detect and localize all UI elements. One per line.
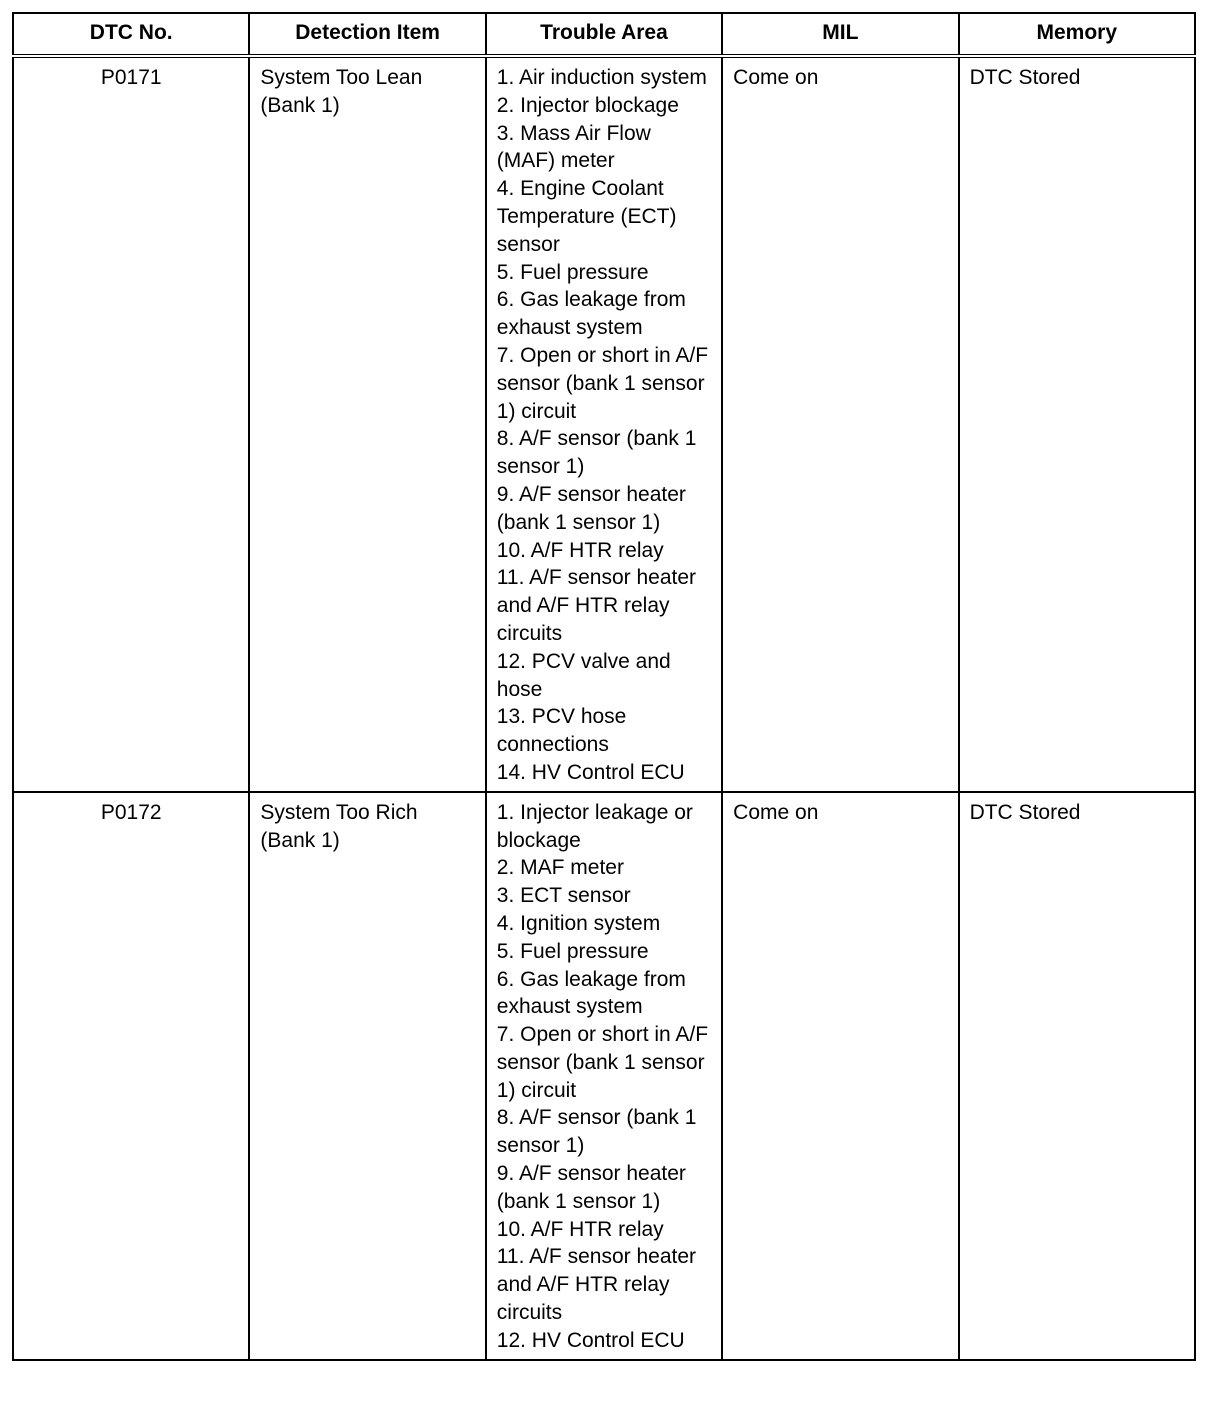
trouble-area-item: 12. HV Control ECU: [496, 1328, 685, 1352]
memory-cell: DTC Stored: [959, 56, 1195, 792]
trouble-area-item: 10. A/F HTR relay: [496, 1217, 664, 1241]
trouble-area-item: 5. Fuel pressure: [496, 939, 649, 963]
trouble-area-item: 13. PCV hose connections: [496, 705, 627, 757]
trouble-area-item: 5. Fuel pressure: [496, 260, 649, 284]
trouble-area-item: 10. A/F HTR relay: [496, 538, 664, 562]
dtc-code-cell: P0172: [13, 792, 249, 1360]
mil-cell: Come on: [722, 792, 958, 1360]
trouble-area-item: 6. Gas leakage from exhaust system: [496, 967, 686, 1019]
detection-item-cell: System Too Rich (Bank 1): [249, 792, 485, 1360]
trouble-area-item: 12. PCV valve and hose: [496, 649, 671, 701]
trouble-area-item: 7. Open or short in A/F sensor (bank 1 sensor 1) circuit: [496, 343, 709, 423]
memory-cell: DTC Stored: [959, 792, 1195, 1360]
trouble-area-list: [497, 64, 713, 787]
header-trouble-area: Trouble Area: [486, 13, 722, 56]
trouble-area-item: 14. HV Control ECU: [496, 760, 685, 784]
trouble-area-item: 9. A/F sensor heater (bank 1 sensor 1): [496, 1162, 686, 1213]
trouble-area-item: 6. Gas leakage from exhaust system: [496, 288, 686, 340]
dtc-table: [12, 12, 1196, 1361]
detection-item-cell: System Too Lean (Bank 1): [249, 56, 485, 792]
header-dtc-no: DTC No.: [13, 13, 249, 56]
mil-cell: Come on: [722, 56, 958, 792]
trouble-area-item: 9. A/F sensor heater (bank 1 sensor 1): [496, 482, 686, 534]
trouble-area-item: 3. Mass Air Flow (MAF) meter: [496, 121, 651, 173]
header-mil: MIL: [722, 13, 958, 56]
trouble-area-item: 1. Air induction system: [496, 66, 707, 89]
trouble-area-list: [497, 799, 713, 1355]
trouble-area-item: 1. Injector leakage or blockage: [496, 800, 693, 852]
trouble-area-cell: [486, 792, 722, 1360]
table-row: [13, 56, 1195, 792]
trouble-area-item: 4. Ignition system: [496, 911, 661, 935]
table-row: [13, 792, 1195, 1360]
trouble-area-item: 11. A/F sensor heater and A/F HTR relay circuits: [496, 566, 697, 645]
trouble-area-item: 8. A/F sensor (bank 1 sensor 1): [496, 427, 697, 479]
trouble-area-item: 8. A/F sensor (bank 1 sensor 1): [496, 1106, 697, 1158]
dtc-code-cell: P0171: [13, 56, 249, 792]
header-detection-item: Detection Item: [249, 13, 485, 56]
trouble-area-item: 11. A/F sensor heater and A/F HTR relay circuits: [496, 1245, 697, 1325]
trouble-area-item: 4. Engine Coolant Temperature (ECT) sensor: [496, 177, 677, 256]
trouble-area-cell: [486, 56, 722, 792]
trouble-area-item: 2. MAF meter: [496, 856, 624, 880]
trouble-area-item: 3. ECT sensor: [496, 884, 631, 908]
header-memory: Memory: [959, 13, 1195, 56]
trouble-area-item: 7. Open or short in A/F sensor (bank 1 sensor 1) circuit: [496, 1023, 709, 1102]
header-row: [13, 13, 1195, 56]
trouble-area-item: 2. Injector blockage: [496, 93, 679, 117]
